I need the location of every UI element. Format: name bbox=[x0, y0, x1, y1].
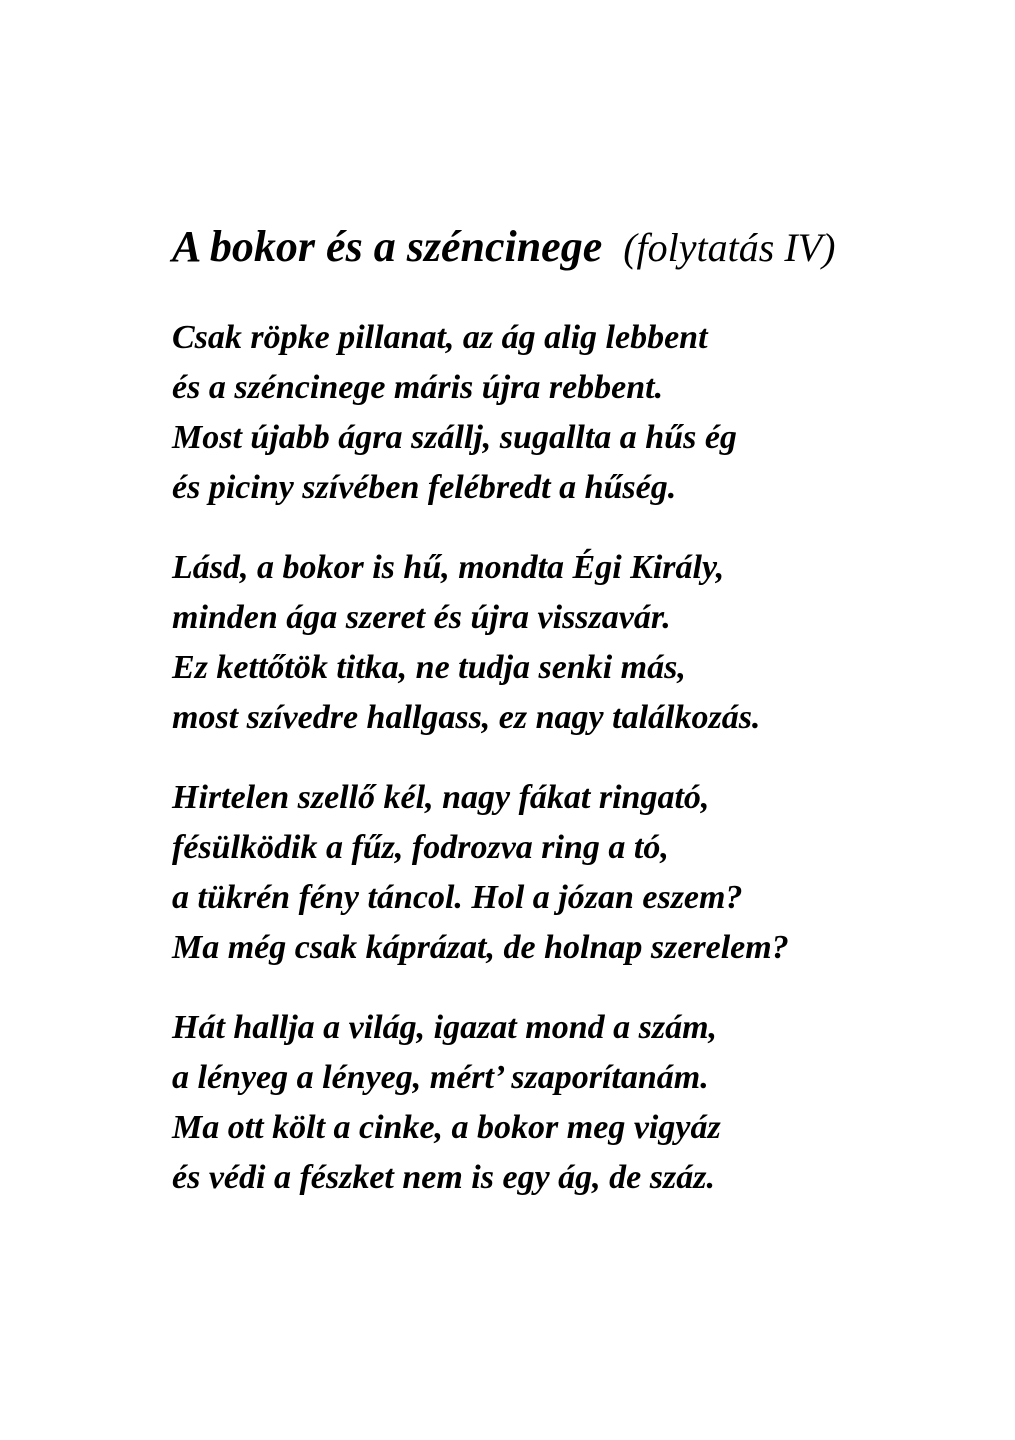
poem-title-annotation: (folytatás IV) bbox=[623, 225, 836, 270]
poem-line: Hirtelen szellő kél, nagy fákat ringató, bbox=[172, 779, 710, 816]
poem-line: Most újabb ágra szállj, sugallta a hűs ég bbox=[172, 419, 737, 456]
stanza-2 bbox=[172, 543, 975, 743]
poem-line: Csak röpke pillanat, az ág alig lebbent bbox=[172, 319, 708, 356]
stanza-4 bbox=[172, 1003, 975, 1203]
poem-line: és a széncinege máris újra rebbent. bbox=[172, 369, 664, 406]
stanza-3 bbox=[172, 773, 975, 973]
poem-line: most szívedre hallgass, ez nagy találkozás. bbox=[172, 699, 761, 736]
poem-title bbox=[172, 222, 975, 271]
poem-line: a lényeg a lényeg, mért’ szaporítanám. bbox=[172, 1059, 709, 1096]
poem-line: Hát hallja a világ, igazat mond a szám, bbox=[172, 1009, 718, 1046]
poem-line: és védi a fészket nem is egy ág, de száz. bbox=[172, 1159, 715, 1196]
poem-line: és piciny szívében felébredt a hűség. bbox=[172, 469, 677, 506]
poem-line: Ma ott költ a cinke, a bokor meg vigyáz bbox=[172, 1109, 721, 1146]
poem-line: Lásd, a bokor is hű, mondta Égi Király, bbox=[172, 549, 725, 586]
poem-line: minden ága szeret és újra visszavár. bbox=[172, 599, 671, 636]
stanza-1 bbox=[172, 313, 975, 513]
poem-line: Ma még csak káprázat, de holnap szerelem? bbox=[172, 929, 789, 966]
poem-line: a tükrén fény táncol. Hol a józan eszem? bbox=[172, 879, 743, 916]
poem-line: fésülködik a fűz, fodrozva ring a tó, bbox=[172, 829, 669, 866]
poem-line: Ez kettőtök titka, ne tudja senki más, bbox=[172, 649, 686, 686]
poem-title-main: A bokor és a széncinege bbox=[172, 222, 603, 271]
